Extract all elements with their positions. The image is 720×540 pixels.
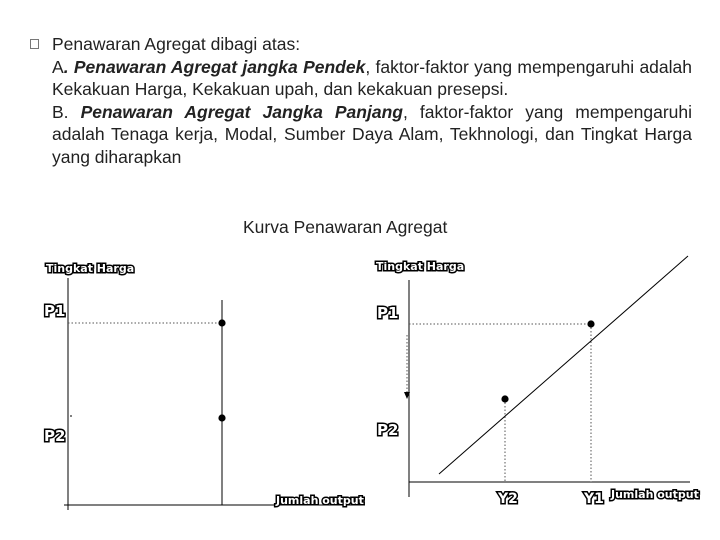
point-p2 <box>218 414 225 421</box>
bullet-intro: Penawaran Agregat dibagi atas: <box>52 34 301 54</box>
item-b-title: Penawaran Agregat Jangka Panjang <box>80 101 403 122</box>
y1-label: Y1 <box>584 491 604 507</box>
p2-label: P2 <box>44 427 66 445</box>
slide-body <box>30 33 692 168</box>
bullet-paragraph <box>52 33 692 168</box>
item-a <box>52 56 692 101</box>
chart-sloping-supply-svg <box>365 245 705 520</box>
item-b <box>52 101 692 169</box>
y2-label: Y2 <box>498 491 518 507</box>
y-axis-label: Tingkat Harga <box>376 260 465 273</box>
y-axis-label: Tingkat Harga <box>46 262 135 275</box>
figure-caption: Kurva Penawaran Agregat <box>243 217 448 237</box>
x-axis-label: Jumlah output <box>276 494 364 507</box>
point-p1 <box>218 319 225 326</box>
bullet-icon <box>30 39 39 49</box>
p2-label: P2 <box>377 421 399 439</box>
item-a-body: , faktor-faktor yang mempengaruhi adalah Kekakuan Harga, Kekakuan upah, dan kekakuan presepsi. <box>52 56 692 99</box>
item-b-prefix: B. <box>52 101 81 122</box>
chart-sloping-supply <box>365 245 705 520</box>
p1-label: P1 <box>44 302 66 320</box>
chart-vertical-supply <box>34 245 374 520</box>
item-a-prefix: A <box>52 56 64 77</box>
item-a-title: . Penawaran Agregat jangka Pendek <box>63 56 366 77</box>
supply-curve-sloping <box>439 256 688 474</box>
item-b-body: , faktor-faktor yang mempengaruhi adalah Tenaga kerja, Modal, Sumber Daya Alam, Tekhnologi, dan Tingkat Harga yang diharapkan <box>52 101 692 167</box>
point-p1 <box>587 320 594 327</box>
point-p2 <box>501 395 508 402</box>
x-axis-label: Jumlah output <box>611 488 699 501</box>
chart-vertical-supply-svg <box>34 245 374 520</box>
p1-label: P1 <box>377 304 399 322</box>
